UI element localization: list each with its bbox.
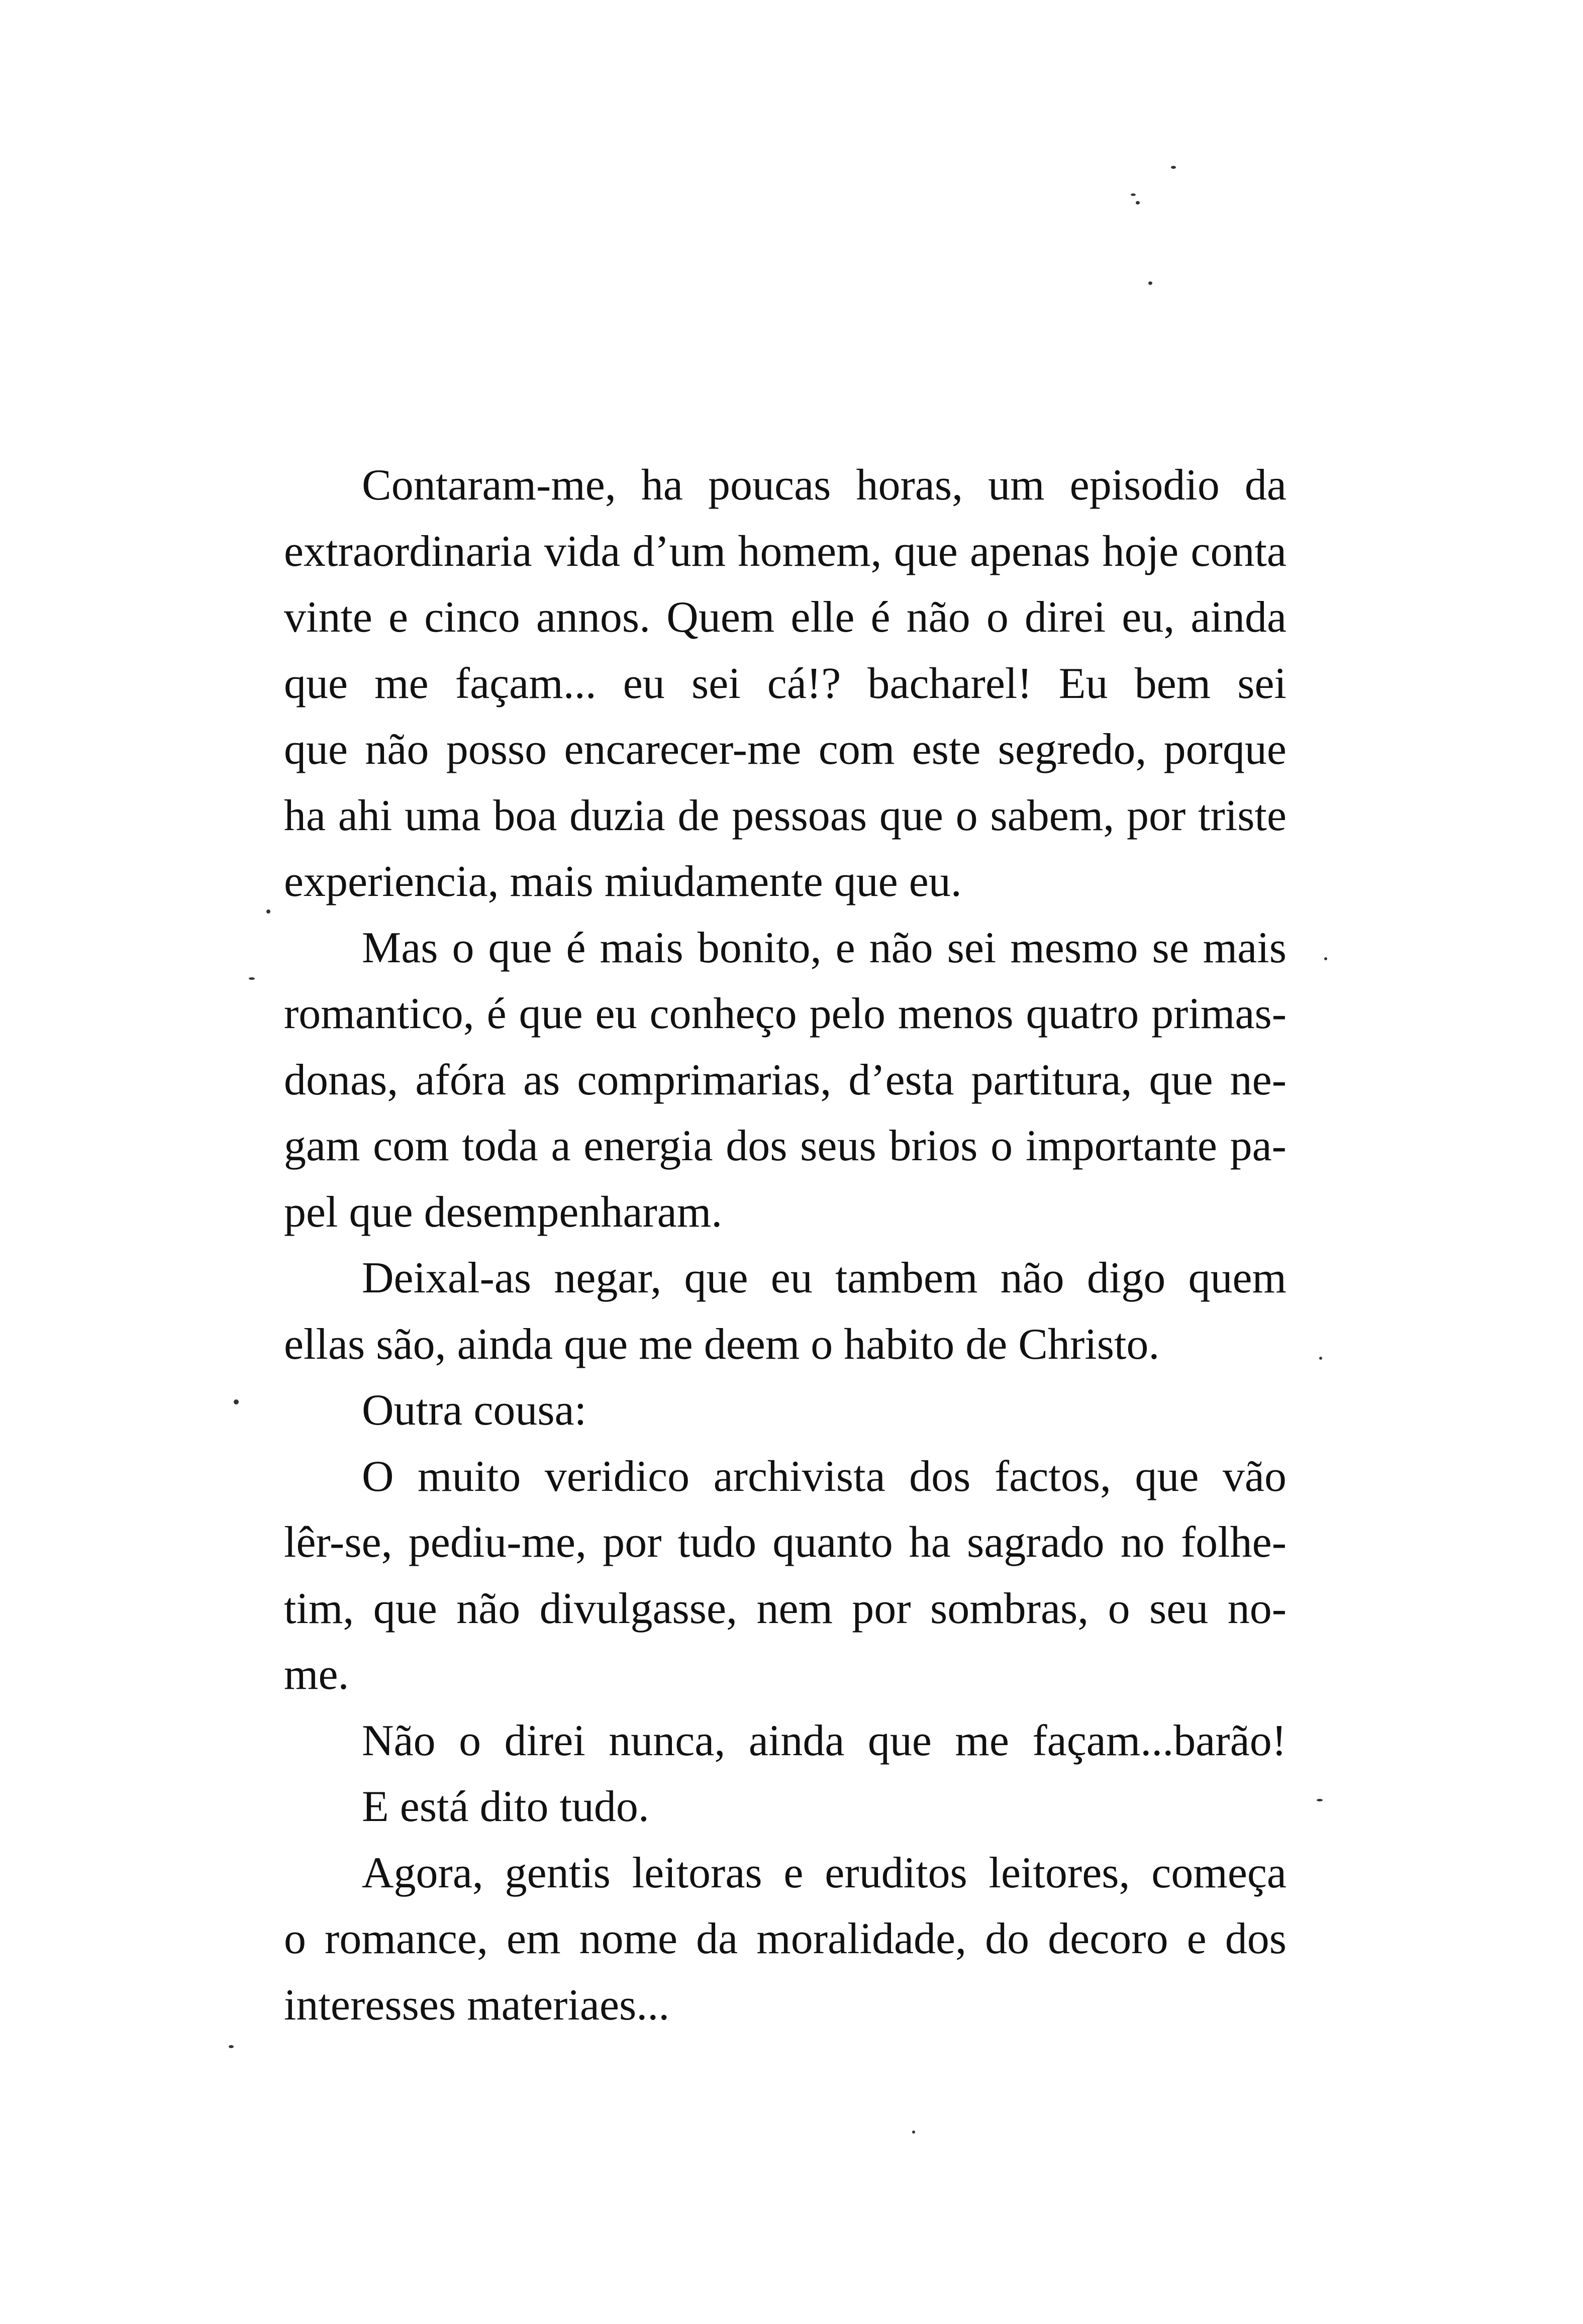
paragraph-1	[284, 452, 1287, 915]
paragraph-2	[284, 915, 1287, 1246]
text-line: me.	[284, 1650, 349, 1699]
text-line: Outra cousa:	[362, 1386, 587, 1435]
text-line: vinte e cinco annos. Quem elle é não o direi eu, ainda	[284, 593, 1287, 642]
paragraph-4	[284, 1377, 1287, 1444]
text-line: experiencia, mais miudamente que eu.	[284, 857, 962, 906]
text-line: gam com toda a energia dos seus brios o importante pa-	[284, 1122, 1287, 1170]
print-speck	[229, 2045, 234, 2048]
text-line: interesses materiaes...	[284, 1980, 670, 2030]
text-line: tim, que não divulgasse, nem por sombras, o seu no-	[284, 1584, 1287, 1633]
text-line: Contaram-me, ha poucas horas, um episodio da	[362, 461, 1287, 510]
text-line: que me façam... eu sei cá!? bacharel! Eu bem sei	[284, 659, 1287, 708]
paragraph-5	[284, 1444, 1287, 1708]
text-line: que não posso encarecer-me com este segredo, porque	[284, 725, 1287, 774]
text-line: donas, afóra as comprimarias, d’esta partitura, que ne-	[284, 1055, 1287, 1104]
text-line: romantico, é que eu conheço pelo menos quatro primas-	[284, 989, 1287, 1038]
body-text	[284, 452, 1287, 2038]
print-speck	[1324, 957, 1327, 960]
text-line: pel que desempenharam.	[284, 1187, 723, 1237]
print-speck	[1319, 1357, 1322, 1360]
print-speck	[266, 910, 270, 914]
text-line: Não o direi nunca, ainda que me façam...barão!	[362, 1716, 1287, 1765]
paragraph-8	[284, 1840, 1287, 2039]
print-speck	[249, 977, 255, 980]
text-line: O muito veridico archivista dos factos, que vão	[362, 1452, 1287, 1501]
print-speck	[1171, 166, 1176, 169]
paragraph-7	[284, 1774, 1287, 1840]
print-speck	[234, 1399, 239, 1404]
print-speck	[1317, 1799, 1323, 1801]
text-line: Mas o que é mais bonito, e não sei mesmo se mais	[362, 923, 1287, 972]
text-line: lêr-se, pediu-me, por tudo quanto ha sagrado no folhe-	[284, 1518, 1287, 1567]
text-line: ha ahi uma boa duzia de pessoas que o sabem, por triste	[284, 791, 1287, 840]
text-line: ellas são, ainda que me deem o habito de Christo.	[284, 1320, 1160, 1369]
text-line: E está dito tudo.	[362, 1782, 649, 1831]
text-line: Deixal-as negar, que eu tambem não digo quem	[362, 1254, 1287, 1302]
text-line: extraordinaria vida d’um homem, que apenas hoje conta	[284, 527, 1287, 576]
paragraph-6	[284, 1708, 1287, 1774]
text-line: Agora, gentis leitoras e eruditos leitores, começa	[362, 1848, 1287, 1897]
paragraph-3	[284, 1245, 1287, 1377]
print-speck	[912, 2131, 915, 2134]
print-speck	[1136, 201, 1140, 205]
print-speck	[1131, 193, 1136, 196]
text-line: o romance, em nome da moralidade, do decoro e dos	[284, 1914, 1287, 1963]
print-speck	[1148, 281, 1152, 285]
